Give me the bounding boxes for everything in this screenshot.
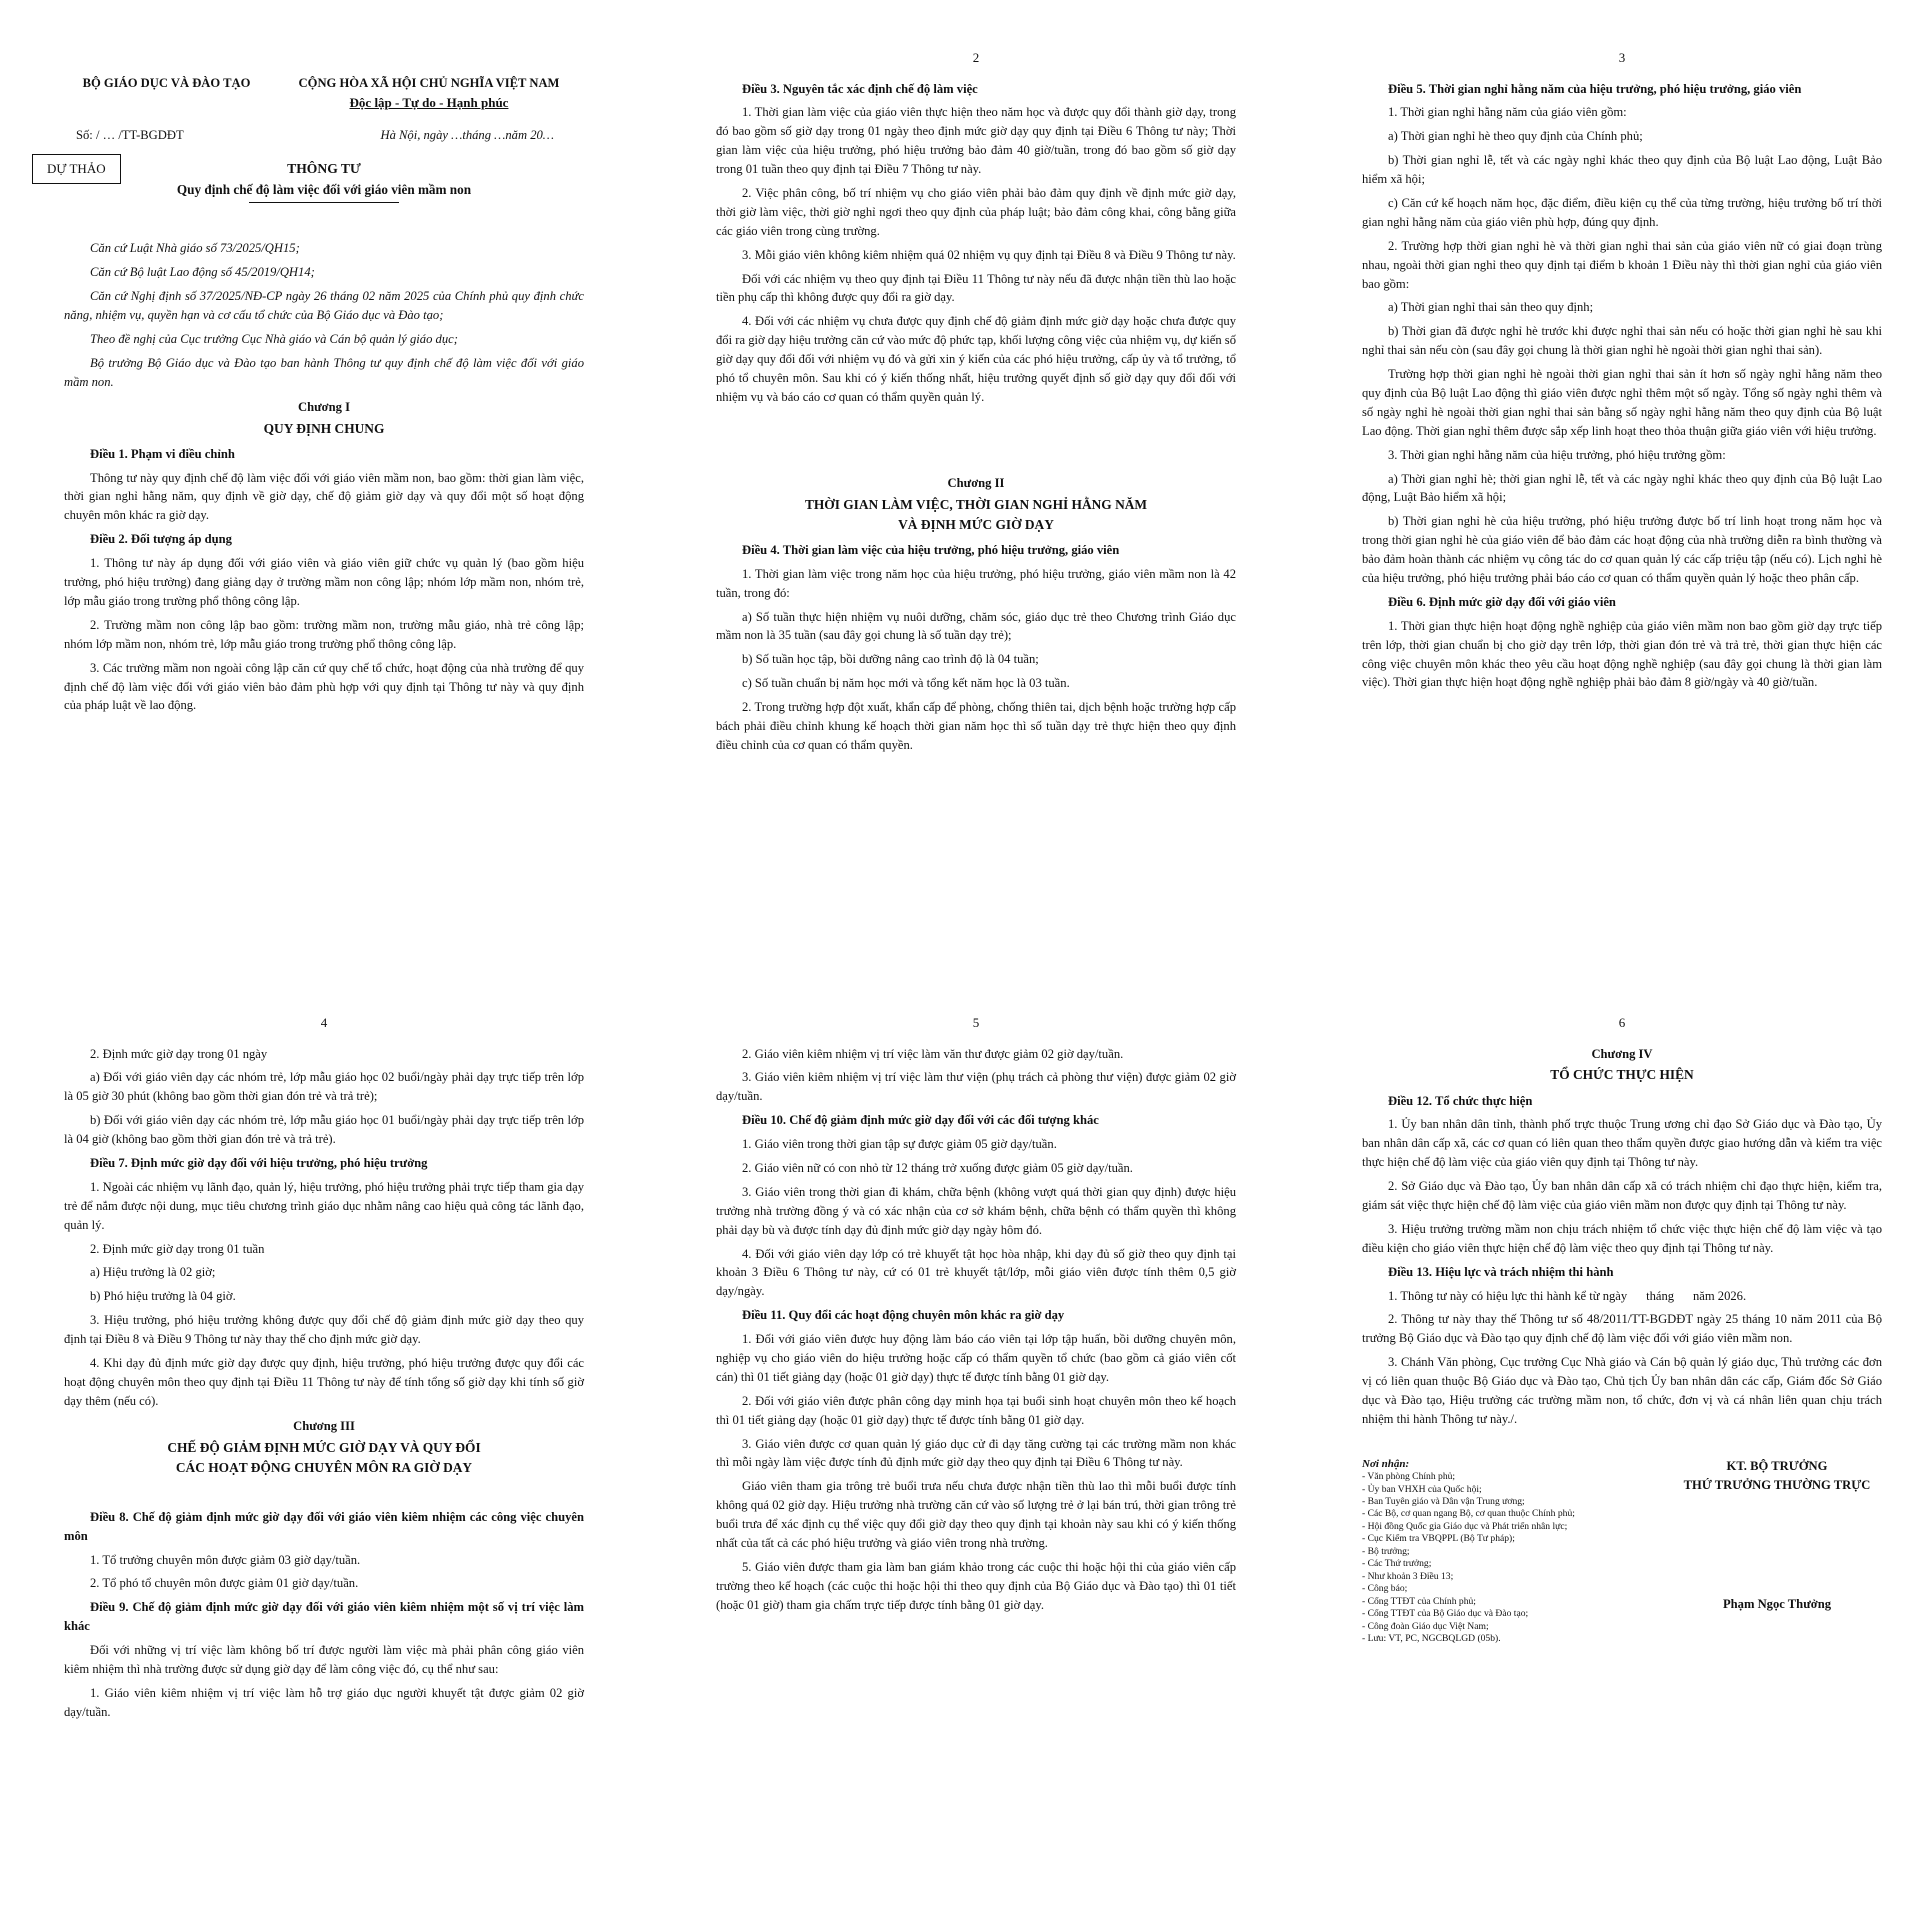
paragraph: 1. Ủy ban nhân dân tỉnh, thành phố trực thuộc Trung ương chỉ đạo Sở Giáo dục và Đào tạo, Ủy ban nhân dân cấp xã, các cơ quan có liên quan theo thẩm quyền được giao hướng dẫn và kiểm tra việc thực hiện chế độ làm việc của giáo viên quy định tại Thông tư này.: [1362, 1117, 1882, 1170]
paragraph: 3. Hiệu trưởng, phó hiệu trưởng không được quy đổi chế độ giảm định mức giờ dạy theo quy định tại Điều 8 và Điều 9 Thông tư này thay thế cho định mức giờ dạy.: [64, 1313, 584, 1347]
spacer: [716, 412, 1236, 468]
paragraph: b) Phó hiệu trưởng là 04 giờ.: [90, 1289, 236, 1304]
national-motto: Độc lập - Tự do - Hạnh phúc: [349, 94, 509, 110]
recipient-item: - Công đoàn Giáo dục Việt Nam;: [1362, 1620, 1489, 1632]
legal-basis-2: Căn cứ Bộ luật Lao động số 45/2019/QH14;: [90, 265, 315, 280]
paragraph: 4. Đối với giáo viên dạy lớp có trẻ khuyết tật học hòa nhập, khi dạy đủ số giờ theo quy định tại khoản 3 Điều 6 Thông tư này, cứ có 01 trẻ khuyết tật/lớp, mỗi giáo viên được tính thêm 0,5 giờ dạy/ngày.: [716, 1246, 1236, 1299]
page-4: [64, 1005, 584, 1727]
paragraph: 1. Đối với giáo viên được huy động làm báo cáo viên tại lớp tập huấn, bồi dưỡng chuyên môn, nghiệp vụ cho giáo viên do hiệu trưởng hoặc cấp có thẩm quyền tổ chức (bao gồm cả giáo viên cốt cán) thì 01 tiết giảng dạy (hoặc 01 giờ dạy) thực tế được tính bằng 01 giờ dạy.: [716, 1332, 1236, 1384]
chapter-3-title-line-1: CHẾ ĐỘ GIẢM ĐỊNH MỨC GIỜ DẠY VÀ QUY ĐỔI: [167, 1439, 481, 1455]
article-6-heading: Điều 6. Định mức giờ dạy đối với giáo viên: [1388, 594, 1616, 609]
recipient-item: - Như khoản 3 Điều 13;: [1362, 1570, 1454, 1582]
paragraph: 1. Giáo viên kiêm nhiệm vị trí việc làm hỗ trợ giáo dục người khuyết tật được giảm 02 giờ dạy/tuần.: [64, 1685, 584, 1719]
article-12-heading: Điều 12. Tổ chức thực hiện: [1388, 1093, 1533, 1108]
article-13-heading: Điều 13. Hiệu lực và trách nhiệm thi hành: [1388, 1264, 1614, 1279]
paragraph: b) Đối với giáo viên dạy các nhóm trẻ, lớp mẫu giáo học 01 buổi/ngày phải dạy trực tiếp trên lớp là 04 giờ (không bao gồm thời gian đón trẻ và trả trẻ).: [64, 1113, 584, 1147]
chapter-3-heading: Chương III: [293, 1418, 355, 1433]
paragraph: 1. Thời gian làm việc trong năm học của hiệu trưởng, phó hiệu trưởng, giáo viên mầm non là 42 tuần, trong đó:: [716, 566, 1236, 600]
paragraph: 3. Chánh Văn phòng, Cục trưởng Cục Nhà giáo và Cán bộ quản lý giáo dục, Thủ trưởng các đơn vị có liên quan thuộc Bộ Giáo dục và Đào tạo, Chủ tịch Ủy ban nhân dân các cấp, Giám đốc Sở Giáo dục và Đào tạo, Hiệu trưởng các trường mầm non, tổ chức, đơn vị và cá nhân liên quan chịu trách nhiệm thi hành Thông tư này./.: [1362, 1355, 1882, 1426]
paragraph: 1. Thời gian nghỉ hằng năm của giáo viên gồm:: [1388, 105, 1627, 120]
recipient-item: - Văn phòng Chính phủ;: [1362, 1471, 1456, 1483]
paragraph: 1. Thời gian thực hiện hoạt động nghề nghiệp của giáo viên mầm non bao gồm giờ dạy trực tiếp trên lớp, thời gian chuẩn bị cho giờ dạy trên lớp, thời gian đón trẻ và trả trẻ, thời gian thực hiện các công việc chuyên môn khác theo yêu cầu hoạt động nghề nghiệp (sau đây gọi chung là thời gian làm việc). Thời gian thực hiện hoạt động nghề nghiệp phải bảo đảm 8 giờ/ngày và 40 giờ/tuần.: [1362, 618, 1882, 690]
signature-area: [1362, 1457, 1882, 1646]
article-11-heading: Điều 11. Quy đổi các hoạt động chuyên môn khác ra giờ dạy: [742, 1308, 1065, 1323]
paragraph: 3. Giáo viên được cơ quan quản lý giáo dục cử đi dạy tăng cường tại các trường mầm non khác thì mỗi ngày làm việc được tính đủ định mức giờ dạy theo quy định tại Điều 6 Thông tư này.: [716, 1436, 1236, 1470]
page-number: 5: [972, 1015, 980, 1030]
paragraph: 3. Giáo viên trong thời gian đi khám, chữa bệnh (không vượt quá thời gian quy định) được hiệu trưởng nhà trường đồng ý và có xác nhận của cơ sở khám bệnh, chữa bệnh có thẩm quyền thì không phải dạy bù và được tính dạy đủ định mức giờ dạy ngày hôm đó.: [716, 1184, 1236, 1237]
paragraph: 2. Định mức giờ dạy trong 01 ngày: [90, 1046, 268, 1061]
article-10-heading: Điều 10. Chế độ giảm định mức giờ dạy đối với các đối tượng khác: [742, 1113, 1099, 1128]
paragraph: 2. Tổ phó tổ chuyên môn được giảm 01 giờ dạy/tuần.: [90, 1576, 359, 1591]
paragraph: b) Thời gian nghỉ lễ, tết và các ngày nghỉ khác theo quy định của Bộ luật Lao động, Luật Bảo hiểm xã hội;: [1362, 153, 1882, 187]
paragraph: a) Số tuần thực hiện nhiệm vụ nuôi dưỡng, chăm sóc, giáo dục trẻ theo Chương trình Giáo dục mầm non là 35 tuần (sau đây gọi chung là số tuần dạy trẻ);: [716, 609, 1236, 643]
chapter-2-title-line-2: VÀ ĐỊNH MỨC GIỜ DẠY: [898, 516, 1054, 532]
paragraph: a) Thời gian nghỉ hè; thời gian nghỉ lễ, tết và các ngày nghỉ khác theo quy định của Bộ luật Lao động, Luật Bảo hiểm xã hội;: [1362, 471, 1882, 505]
page-number: 6: [1618, 1015, 1626, 1030]
recipient-item: - Cục Kiểm tra VBQPPL (Bộ Tư pháp);: [1362, 1533, 1515, 1545]
page-2: [716, 40, 1236, 760]
article-2-heading: Điều 2. Đối tượng áp dụng: [90, 532, 232, 547]
legal-basis-5: Bộ trưởng Bộ Giáo dục và Đào tạo ban hành Thông tư quy định chế độ làm việc đối với giáo mầm non.: [64, 355, 584, 389]
paragraph: 1. Tổ trưởng chuyên môn được giảm 03 giờ dạy/tuần.: [90, 1552, 361, 1567]
number-date-line: [76, 126, 584, 145]
paragraph: c) Số tuần chuẩn bị năm học mới và tổng kết năm học là 03 tuần.: [742, 676, 1070, 691]
recipient-item: - Lưu: VT, PC, NGCBQLGD (05b).: [1362, 1633, 1501, 1645]
paragraph: Đối với những vị trí việc làm không bố trí được người làm việc mà phải phân công giáo viên kiêm nhiệm thì nhà trường được sử dụng giờ dạy để làm công việc đó, cụ thể như sau:: [64, 1643, 584, 1676]
title-block: [64, 159, 584, 203]
signer-title: THỨ TRƯỞNG THƯỜNG TRỰC: [1683, 1477, 1871, 1492]
paragraph: Thông tư này quy định chế độ làm việc đối với giáo viên mầm non, bao gồm: thời gian làm việc, thời gian nghỉ hằng năm, quy định về giờ dạy, chế độ giảm giờ dạy và quy đổi một số hoạt động chuyên môn khác ra giờ dạy.: [64, 470, 584, 523]
page-6: [1362, 1005, 1882, 1646]
chapter-4-heading: Chương IV: [1591, 1046, 1653, 1061]
document-subject: Quy định chế độ làm việc đối với giáo viên mầm non: [176, 181, 472, 197]
chapter-4-title: TỔ CHỨC THỰC HIỆN: [1550, 1067, 1694, 1083]
page-5: [716, 1005, 1236, 1620]
national-header: [274, 74, 584, 112]
legal-basis-3: Căn cứ Nghị định số 37/2025/NĐ-CP ngày 26 tháng 02 năm 2025 của Chính phủ quy định chức năng, nhiệm vụ, quyền hạn và cơ cấu tổ chức của Bộ Giáo dục và Đào tạo;: [64, 289, 584, 323]
paragraph: 2. Giáo viên kiêm nhiệm vị trí việc làm văn thư được giảm 02 giờ dạy/tuần.: [742, 1046, 1124, 1061]
paragraph: 2. Sở Giáo dục và Đào tạo, Ủy ban nhân dân cấp xã có trách nhiệm chỉ đạo thực hiện, kiểm tra, giám sát việc thực hiện chế độ làm việc của giáo viên mầm non được quy định tại Thông tư này.: [1362, 1179, 1882, 1212]
paragraph: a) Thời gian nghỉ hè theo quy định của Chính phủ;: [1388, 129, 1643, 144]
article-9-heading: Điều 9. Chế độ giảm định mức giờ dạy đối với giáo viên kiêm nhiệm một số vị trí việc làm khác: [64, 1600, 584, 1634]
recipients-title: Nơi nhận:: [1362, 1457, 1410, 1470]
signing-authority: KT. BỘ TRƯỞNG: [1726, 1458, 1828, 1473]
recipient-item: - Ủy ban VHXH của Quốc hội;: [1362, 1483, 1482, 1495]
document-type: THÔNG TƯ: [287, 161, 361, 177]
document-number: Số: / … /TT-BGDĐT: [76, 128, 184, 143]
paragraph: 2. Trong trường hợp đột xuất, khẩn cấp để phòng, chống thiên tai, dịch bệnh hoặc trường hợp cấp bách phải điều chỉnh khung kế hoạch thời gian năm học thì số tuần dạy trẻ thực hiện theo quy định điều chỉnh của cơ quan có thẩm quyền.: [716, 700, 1236, 752]
issuing-agency: BỘ GIÁO DỤC VÀ ĐÀO TẠO: [82, 76, 251, 90]
paragraph: a) Đối với giáo viên dạy các nhóm trẻ, lớp mẫu giáo học 02 buổi/ngày phải dạy trực tiếp trên lớp là 05 giờ 30 phút (không bao gồm thời gian đón trẻ và trả trẻ);: [64, 1070, 584, 1104]
recipient-item: - Cổng TTĐT của Chính phủ;: [1362, 1595, 1476, 1607]
paragraph: 3. Các trường mầm non ngoài công lập căn cứ quy chế tổ chức, hoạt động của nhà trường để quy định chế độ làm việc đối với giáo viên bảo đảm phù hợp với quy định tại Thông tư này và quy định của pháp luật về lao động.: [64, 660, 584, 713]
page-number: 3: [1618, 50, 1626, 65]
chapter-1-heading: Chương I: [298, 399, 350, 414]
recipient-item: - Công báo;: [1362, 1583, 1408, 1595]
republic-name: CỘNG HÒA XÃ HỘI CHỦ NGHĨA VIỆT NAM: [298, 76, 560, 90]
paragraph: 2. Trường mầm non công lập bao gồm: trường mầm non, trường mẫu giáo, nhà trẻ công lập; nhóm lớp mầm non, nhóm trẻ, lớp mẫu giáo trong trường phổ thông công lập.: [64, 617, 584, 651]
paragraph: 1. Thông tư này có hiệu lực thi hành kể từ ngày tháng năm 2026.: [1388, 1288, 1747, 1303]
recipient-item: - Ban Tuyên giáo và Dân vận Trung ương;: [1362, 1495, 1525, 1507]
paragraph: 1. Thời gian làm việc của giáo viên thực hiện theo năm học và được quy đổi thành giờ dạy, trong đó bao gồm số giờ dạy trong 01 ngày theo định mức giờ dạy quy định tại Điều 6 Thông tư này; Thời gian làm việc của hiệu trưởng, phó hiệu trưởng bảo đảm 40 giờ/tuần, trong đó bao gồm số giờ dạy trong 01 tuần theo quy định tại Điều 7 Thông tư này.: [716, 105, 1236, 177]
article-8-heading: Điều 8. Chế độ giảm định mức giờ dạy đối với giáo viên kiêm nhiệm các công việc chuyên môn: [64, 1509, 584, 1543]
paragraph: b) Số tuần học tập, bồi dưỡng nâng cao trình độ là 04 tuần;: [742, 652, 1039, 667]
paragraph: 3. Thời gian nghỉ hằng năm của hiệu trưởng, phó hiệu trưởng gồm:: [1388, 447, 1726, 462]
legal-basis-1: Căn cứ Luật Nhà giáo số 73/2025/QH15;: [90, 241, 300, 256]
paragraph: 4. Khi dạy đủ định mức giờ dạy được quy định, hiệu trưởng, phó hiệu trưởng được quy đổi các hoạt động chuyên môn theo quy định tại Điều 11 Thông tư này để tính tổng số giờ dạy khi tính số giờ dạy thêm (nếu có).: [64, 1355, 584, 1408]
paragraph: 1. Ngoài các nhiệm vụ lãnh đạo, quản lý, hiệu trưởng, phó hiệu trưởng phải trực tiếp tham gia dạy trẻ để nắm được nội dung, mục tiêu chương trình giáo dục nhằm nâng cao hiệu quả công tác lãnh đạo, quản lý.: [64, 1179, 584, 1232]
paragraph: 2. Việc phân công, bố trí nhiệm vụ cho giáo viên phải bảo đảm quy định về định mức giờ dạy, thời giờ làm việc, thời giờ nghỉ ngơi theo quy định của pháp luật; bảo đảm công khai, công bằng giữa các giáo viên trong cùng trường.: [716, 185, 1236, 238]
legal-basis-4: Theo đề nghị của Cục trưởng Cục Nhà giáo và Cán bộ quản lý giáo dục;: [90, 332, 458, 347]
paragraph: 4. Đối với các nhiệm vụ chưa được quy định chế độ giảm định mức giờ dạy hoặc chưa được quy đổi ra giờ dạy hiệu trưởng căn cứ vào mức độ phức tạp, khối lượng công việc của nhiệm vụ, dự kiến số giờ dạy quy đổi đối với nhiệm vụ đó và gửi xin ý kiến của các phó hiệu trưởng, cấp ủy và tổ trưởng, tổ phó tổ chuyên môn. Sau khi có ý kiến thống nhất, hiệu trưởng quyết định số giờ dạy quy đổi đối với nhiệm vụ và báo cáo cơ quan có thẩm quyền quản lý.: [716, 314, 1236, 404]
chapter-2-heading: Chương II: [947, 475, 1005, 490]
recipient-item: - Bộ trưởng;: [1362, 1545, 1410, 1557]
paragraph: a) Thời gian nghỉ thai sản theo quy định;: [1388, 300, 1594, 315]
paragraph: Đối với các nhiệm vụ theo quy định tại Điều 11 Thông tư này nếu đã được nhận tiền thù lao hoặc tiền phụ cấp thì không được quy đổi ra giờ dạy.: [716, 271, 1236, 305]
paragraph: Giáo viên tham gia trông trẻ buổi trưa nếu chưa được nhận tiền thù lao thì mỗi buổi được tính không quá 02 giờ dạy. Hiệu trưởng nhà trường căn cứ vào số lượng trẻ ở lại bán trú, thời gian trông trẻ buổi trưa để xác định cụ thể việc quy đổi giờ dạy theo quy định tại khoản này sau khi có ý kiến thống nhất của tất cả các phó hiệu trưởng và giáo viên trong nhà trường.: [716, 1479, 1236, 1550]
article-5-heading: Điều 5. Thời gian nghỉ hằng năm của hiệu trưởng, phó hiệu trưởng, giáo viên: [1388, 81, 1802, 96]
recipient-item: - Các Bộ, cơ quan ngang Bộ, cơ quan thuộc Chính phủ;: [1362, 1508, 1575, 1520]
title-divider: [249, 202, 399, 203]
page-number: 2: [972, 50, 980, 65]
paragraph: b) Thời gian đã được nghỉ hè trước khi được nghỉ thai sản nếu có hoặc thời gian nghỉ hè sau khi nghỉ thai sản nếu còn (sau đây gọi chung là thời gian nghỉ hè ngoài thời gian nghỉ thai sản).: [1362, 324, 1882, 358]
recipient-item: - Hội đồng Quốc gia Giáo dục và Phát triển nhân lực;: [1362, 1520, 1568, 1532]
paragraph: 3. Mỗi giáo viên không kiêm nhiệm quá 02 nhiệm vụ quy định tại Điều 8 và Điều 9 Thông tư này.: [742, 247, 1236, 262]
spacer: [64, 1484, 584, 1506]
document-date: Hà Nội, ngày …tháng …năm 20…: [380, 128, 554, 143]
paragraph: 2. Thông tư này thay thế Thông tư số 48/2011/TT-BGDĐT ngày 25 tháng 10 năm 2011 của Bộ trưởng Bộ Giáo dục và Đào tạo quy định chế độ làm việc đối với giáo viên mầm non.: [1362, 1312, 1882, 1346]
recipient-item: - Cổng TTĐT của Bộ Giáo dục và Đào tạo;: [1362, 1608, 1529, 1620]
paragraph: 5. Giáo viên được tham gia làm ban giám khảo trong các cuộc thi hoặc hội thi của giáo viên cấp trường theo kế hoạch (các cuộc thi hoặc hội thi theo quy định của Bộ Giáo dục và Đào tạo) thì 01 tiết (hoặc 01 giờ) tham gia chấm trực tiếp được tính bằng 01 giờ dạy.: [716, 1559, 1236, 1612]
paragraph: 2. Định mức giờ dạy trong 01 tuần: [90, 1241, 265, 1256]
paragraph: 2. Trường hợp thời gian nghỉ hè và thời gian nghỉ thai sản của giáo viên nữ có giai đoạn trùng nhau, ngoài thời gian nghỉ theo quy định tại điểm b khoản 1 Điều này thì thời gian nghỉ của giáo viên bao gồm:: [1362, 238, 1882, 291]
paragraph: Trường hợp thời gian nghỉ hè ngoài thời gian nghỉ thai sản ít hơn số ngày nghỉ hằng năm theo quy định của Bộ luật Lao động thì giáo viên được nghỉ thêm một số ngày. Tổng số ngày nghỉ thêm và số ngày nghỉ hè ngoài thời gian nghỉ thai sản bằng số ngày nghỉ hằng năm theo quy định của Bộ luật Lao động. Thời gian nghỉ thêm được sắp xếp linh hoạt theo thỏa thuận giữa giáo viên với hiệu trưởng.: [1362, 367, 1882, 438]
draft-stamp: DỰ THẢO: [32, 154, 121, 184]
chapter-1-title: QUY ĐỊNH CHUNG: [263, 420, 385, 436]
article-7-heading: Điều 7. Định mức giờ dạy đối với hiệu trưởng, phó hiệu trưởng: [90, 1155, 428, 1170]
page-3: [1362, 40, 1882, 697]
paragraph: 2. Giáo viên nữ có con nhỏ từ 12 tháng trở xuống được giảm 05 giờ dạy/tuần.: [742, 1160, 1133, 1175]
paragraph: 3. Giáo viên kiêm nhiệm vị trí việc làm thư viện (phụ trách cả phòng thư viện) được giảm 02 giờ dạy/tuần.: [716, 1070, 1236, 1104]
recipients-list: [1362, 1457, 1612, 1646]
paragraph: b) Thời gian nghỉ hè của hiệu trưởng, phó hiệu trưởng được bố trí linh hoạt trong năm học và trong thời gian nghỉ hè của giáo viên để bảo đảm các hoạt động của nhà trường diễn ra bình thường và bảo đảm hoàn thành các nhiệm vụ công tác do cơ quan quản lý các cấp triệu tập (nếu có). Lịch nghỉ hè của hiệu trưởng, phó hiệu trưởng phải báo cáo cơ quan có thẩm quyền quản lý hoặc theo phân cấp.: [1362, 514, 1882, 585]
paragraph: 1. Giáo viên trong thời gian tập sự được giảm 05 giờ dạy/tuần.: [742, 1137, 1057, 1152]
signer-name: Phạm Ngọc Thưởng: [1722, 1596, 1832, 1611]
document-header: [64, 74, 584, 112]
paragraph: 1. Thông tư này áp dụng đối với giáo viên và giáo viên giữ chức vụ quản lý (bao gồm hiệu trưởng, phó hiệu trưởng) đang giảng dạy ở trường mầm non công lập; nhóm lớp mầm non, nhóm trẻ, lớp mẫu giáo trong trường phổ thông công lập.: [64, 556, 584, 608]
paragraph: 2. Đối với giáo viên được phân công dạy minh họa tại buổi sinh hoạt chuyên môn theo kế hoạch thì 01 tiết giảng dạy (hoặc 01 giờ dạy) thực tế được tính bằng 01 giờ dạy.: [716, 1393, 1236, 1427]
paragraph: c) Căn cứ kế hoạch năm học, đặc điểm, điều kiện cụ thể của từng trường, hiệu trưởng bố trí thời gian nghỉ hằng năm của giáo viên phù hợp, đúng quy định.: [1362, 195, 1882, 229]
article-4-heading: Điều 4. Thời gian làm việc của hiệu trưởng, phó hiệu trưởng, giáo viên: [742, 542, 1120, 557]
recipient-item: - Các Thứ trưởng;: [1362, 1558, 1432, 1570]
signature-block: [1672, 1457, 1882, 1646]
chapter-3-title-line-2: CÁC HOẠT ĐỘNG CHUYÊN MÔN RA GIỜ DẠY: [175, 1459, 473, 1475]
page-1: [47, 40, 584, 720]
article-3-heading: Điều 3. Nguyên tắc xác định chế độ làm việc: [742, 81, 978, 96]
paragraph: 3. Hiệu trưởng trường mầm non chịu trách nhiệm tổ chức việc thực hiện chế độ làm việc và tạo điều kiện cho giáo viên thực hiện chế độ làm việc theo quy định tại Thông tư này.: [1362, 1221, 1882, 1255]
chapter-2-title-line-1: THỜI GIAN LÀM VIỆC, THỜI GIAN NGHỈ HẰNG NĂM: [804, 496, 1148, 512]
article-1-heading: Điều 1. Phạm vi điều chỉnh: [90, 446, 235, 461]
paragraph: a) Hiệu trưởng là 02 giờ;: [90, 1265, 216, 1280]
page-number: 4: [320, 1015, 328, 1030]
